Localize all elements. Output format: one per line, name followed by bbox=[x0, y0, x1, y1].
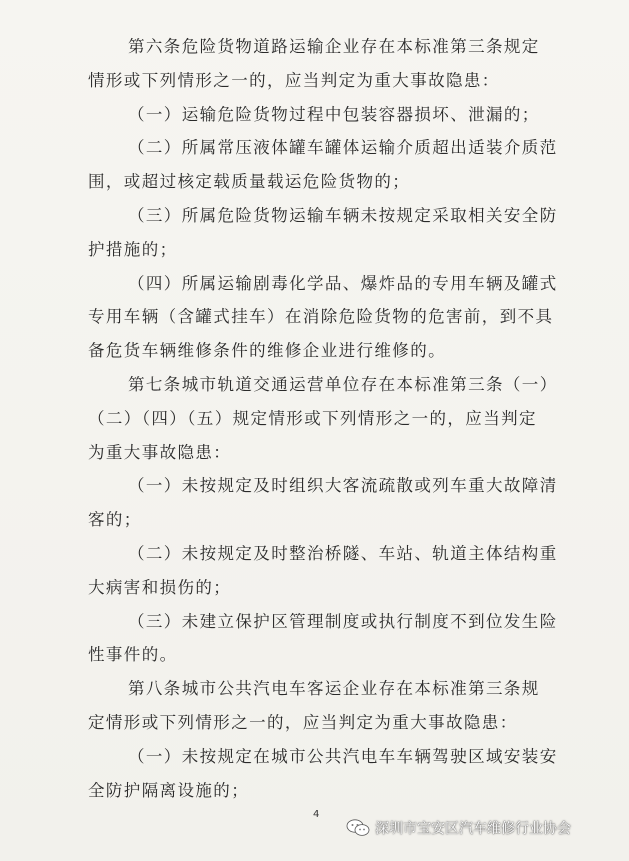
article-6-item-3-line-2: 护措施的； bbox=[88, 239, 178, 259]
article-6-item-4-line-2: 专用车辆（含罐式挂车）在消除危险货物的危害前，到不具 bbox=[88, 307, 554, 327]
watermark-text: 深圳市宝安区汽车维修行业协会 bbox=[375, 821, 571, 837]
article-7-item-3-line-1: （三）未建立保护区管理制度或执行制度不到位发生险 bbox=[128, 611, 558, 631]
article-6-item-2-line-1: （二）所属常压液体罐车罐体运输介质超出适装介质范 bbox=[128, 138, 558, 158]
page-number: 4 bbox=[313, 809, 320, 820]
article-7-item-2-line-2: 大病害和损伤的； bbox=[88, 577, 232, 597]
article-6-line-2: 情形或下列情形之一的，应当判定为重大事故隐患： bbox=[88, 70, 500, 90]
article-7-line-3: 为重大事故隐患： bbox=[88, 442, 232, 462]
article-8-line-2: 定情形或下列情形之一的，应当判定为重大事故隐患： bbox=[88, 712, 518, 732]
article-6-item-4-line-3: 备危货车辆维修条件的维修企业进行维修的。 bbox=[88, 341, 446, 361]
article-8-item-1-line-2: 全防护隔离设施的； bbox=[88, 780, 250, 800]
article-8-item-1-line-1: （一）未按规定在城市公共汽电车车辆驾驶区域安装安 bbox=[128, 746, 558, 766]
article-6-item-4-line-1: （四）所属运输剧毒化学品、爆炸品的专用车辆及罐式 bbox=[128, 273, 558, 293]
article-7-item-1-line-1: （一）未按规定及时组织大客流疏散或列车重大故障清 bbox=[128, 476, 558, 496]
watermark bbox=[346, 818, 571, 838]
article-7-line-1: 第七条城市轨道交通运营单位存在本标准第三条（一） bbox=[128, 374, 558, 394]
article-8-line-1: 第八条城市公共汽电车客运企业存在本标准第三条规 bbox=[128, 679, 540, 699]
document-body bbox=[88, 30, 563, 807]
article-7-item-1-line-2: 客的； bbox=[88, 510, 142, 530]
article-7-item-2-line-1: （二）未按规定及时整治桥隧、车站、轨道主体结构重 bbox=[128, 543, 558, 563]
article-6-item-3-line-1: （三）所属危险货物运输车辆未按规定采取相关安全防 bbox=[128, 205, 558, 225]
article-6-line-1: 第六条危险货物道路运输企业存在本标准第三条规定 bbox=[128, 37, 540, 56]
wechat-icon bbox=[346, 819, 370, 837]
article-6-item-1: （一）运输危险货物过程中包装容器损坏、泄漏的； bbox=[128, 104, 540, 124]
article-7-item-3-line-2: 性事件的。 bbox=[88, 645, 178, 665]
article-6-item-2-line-2: 围，或超过核定载质量载运危险货物的； bbox=[88, 172, 411, 192]
article-7-line-2: （二）（四）（五）规定情形或下列情形之一的，应当判定 bbox=[88, 408, 537, 428]
